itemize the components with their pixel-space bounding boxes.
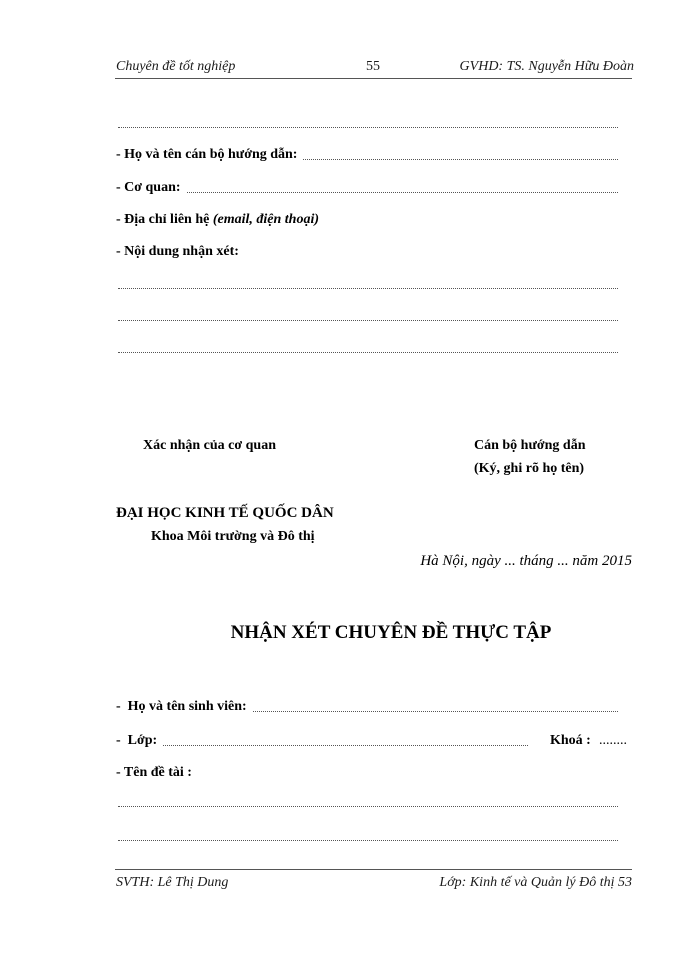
form-title: NHẬN XÉT CHUYÊN ĐỀ THỰC TẬP — [230, 622, 552, 643]
field-contact — [116, 212, 319, 228]
dotted-line — [118, 806, 618, 807]
dotted-line — [118, 320, 618, 321]
field-supervisor-name — [116, 147, 618, 163]
dotted-line — [118, 352, 618, 353]
university-name: ĐẠI HỌC KINH TẾ QUỐC DÂN — [116, 505, 334, 521]
footer-right: Lớp: Kinh tế và Quản lý Đô thị 53 — [439, 875, 632, 890]
field-topic — [116, 765, 192, 781]
field-comments — [116, 244, 239, 260]
field-label: - Nội dung nhận xét: — [116, 244, 239, 259]
field-label: - Họ và tên sinh viên: — [116, 699, 247, 714]
field-agency — [116, 180, 618, 196]
fill-line — [163, 745, 528, 746]
supervisor-title: Cán bộ hướng dẫn — [474, 438, 586, 453]
field-label-italic: (email, điện thoại) — [212, 212, 320, 227]
sign-note: (Ký, ghi rõ họ tên) — [474, 461, 585, 476]
field-label: - Họ và tên cán bộ hướng dẫn: — [116, 147, 298, 162]
fill-line — [253, 711, 618, 712]
fill-line — [187, 192, 618, 193]
field-label: - Địa chỉ liên hệ — [116, 212, 213, 227]
dotted-line — [118, 127, 618, 128]
faculty-name: Khoa Môi trường và Đô thị — [151, 529, 315, 544]
footer-rule — [115, 869, 632, 870]
class-label: - Lớp: — [116, 733, 158, 748]
page-number: 55 — [366, 59, 380, 74]
course-value: ........ — [599, 733, 627, 748]
field-student-name — [116, 699, 618, 715]
confirm-org: Xác nhận của cơ quan — [143, 438, 277, 453]
dotted-line — [118, 840, 618, 841]
header-right: GVHD: TS. Nguyễn Hữu Đoàn — [459, 59, 634, 74]
field-label: - Cơ quan: — [116, 180, 181, 195]
dotted-line — [118, 288, 618, 289]
footer-left: SVTH: Lê Thị Dung — [116, 875, 229, 890]
course-label: Khoá : — [550, 733, 591, 748]
header-rule — [115, 78, 632, 79]
date-line: Hà Nội, ngày ... tháng ... năm 2015 — [420, 553, 632, 569]
header-left: Chuyên đề tốt nghiệp — [116, 59, 236, 74]
field-label — [116, 733, 157, 749]
fill-line — [303, 159, 618, 160]
field-label: - Tên đề tài : — [116, 765, 192, 780]
field-class — [116, 733, 528, 749]
